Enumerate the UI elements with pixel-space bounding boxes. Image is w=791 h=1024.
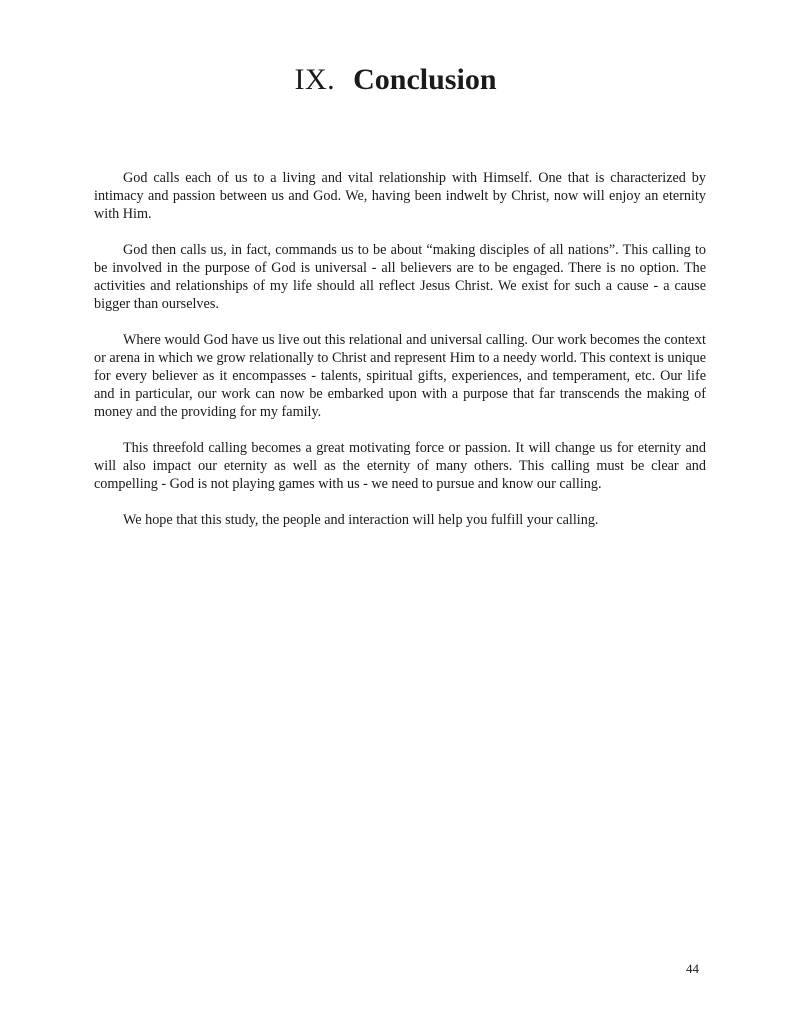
body-text <box>94 169 706 547</box>
section-heading <box>0 60 791 100</box>
paragraph: God then calls us, in fact, commands us to be about “making disciples of all nations”. This calling to be involved in the purpose of God is universal - all believers are to be engaged. There is no option. The activities and relationships of my life should all reflect Jesus Christ. We exist for such a cause - a cause bigger than ourselves. <box>94 242 706 312</box>
paragraph: We hope that this study, the people and interaction will help you fulfill your calling. <box>123 512 599 528</box>
paragraph: This threefold calling becomes a great motivating force or passion. It will change us for eternity and will also impact our eternity as well as the eternity of many others. This calling must be clear and compelling - God is not playing games with us - we need to pursue and know our calling. <box>94 440 706 492</box>
section-title: Conclusion <box>353 63 497 96</box>
paragraph: Where would God have us live out this relational and universal calling. Our work becomes the context or arena in which we grow relationally to Christ and represent Him to a needy world. This context is unique for every believer as it encompasses - talents, spiritual gifts, experiences, and temperament, etc. Our life and in particular, our work can now be embarked upon with a purpose that far transcends the making of money and the providing for my family. <box>94 332 707 420</box>
section-numeral: IX. <box>294 63 336 96</box>
paragraph: God calls each of us to a living and vital relationship with Himself. One that is characterized by intimacy and passion between us and God. We, having been indwelt by Christ, now will enjoy an eternity with Him. <box>94 170 706 222</box>
page-number: 44 <box>686 961 699 976</box>
